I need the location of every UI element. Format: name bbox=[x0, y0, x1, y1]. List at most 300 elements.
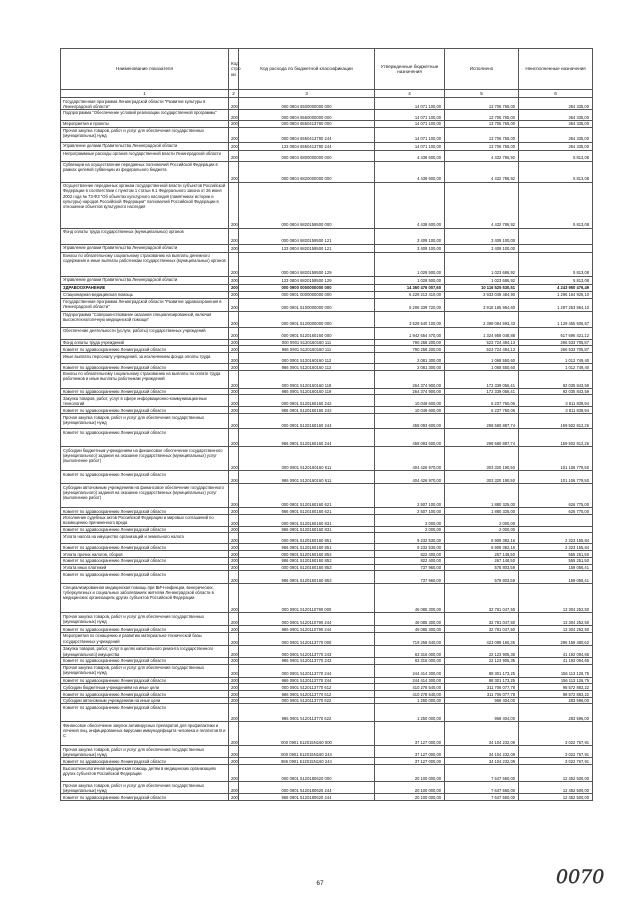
row-name: Закупка товаров, работ, услуг в сфере информационно-коммуникационных технологий bbox=[61, 395, 229, 407]
row-approved: 264 374 900,00 bbox=[375, 388, 445, 395]
row-classification: 000 0901 5120160160 621 bbox=[239, 484, 375, 508]
row-classification: 000 0804 6500000000 000 bbox=[239, 98, 375, 110]
row-unexecuted: 13 304 252,50 bbox=[519, 626, 593, 633]
row-code: 200 bbox=[229, 684, 239, 691]
row-name: Субсидии автономным учреждениям на иные цели bbox=[61, 697, 229, 704]
row-unexecuted: 364 335,00 bbox=[519, 142, 593, 150]
row-approved: 737 960,00 bbox=[375, 564, 445, 571]
row-name: Комитет по здравоохранению Ленинградской области bbox=[61, 691, 229, 698]
row-approved: 2 081 300,00 bbox=[375, 353, 445, 364]
row-name: Комитет по здравоохранению Ленинградской области bbox=[61, 544, 229, 551]
row-unexecuted: 555 251,50 bbox=[519, 551, 593, 558]
column-number: 2 bbox=[229, 90, 239, 98]
row-name: Комитет по здравоохранению Ленинградской области bbox=[61, 794, 229, 801]
table-row bbox=[61, 252, 593, 276]
row-classification: 986 0901 5120110790 244 bbox=[239, 626, 375, 633]
row-name: Уплата налога на имущество организаций и земельного налога bbox=[61, 533, 229, 544]
row-approved: 2 000,00 bbox=[375, 514, 445, 526]
row-classification: 000 0901 5120160160 853 bbox=[239, 564, 375, 571]
table-row bbox=[61, 765, 593, 782]
row-code: 200 bbox=[229, 353, 239, 364]
row-classification: 000 0901 5120160160 244 bbox=[239, 414, 375, 429]
table-row bbox=[61, 533, 593, 544]
table-row bbox=[61, 244, 593, 252]
row-executed: 172 339 056,41 bbox=[445, 370, 519, 388]
row-executed: 7 647 560,00 bbox=[445, 765, 519, 782]
row-approved: 264 374 900,00 bbox=[375, 370, 445, 388]
row-name: Комитет по здравоохранению Ленинградской области bbox=[61, 557, 229, 564]
table-row bbox=[61, 544, 593, 551]
row-code: 200 bbox=[229, 722, 239, 746]
row-code: 200 bbox=[229, 346, 239, 353]
row-code: 200 bbox=[229, 244, 239, 252]
table-row bbox=[61, 664, 593, 677]
row-code: 200 bbox=[229, 626, 239, 633]
row-name: Комитет по здравоохранению Ленинградской области bbox=[61, 388, 229, 395]
row-name: Взносы по обязательному социальному страхованию на выплаты денежного содержания и иные выплаты работникам государственных (муниципальных) органов bbox=[61, 252, 229, 276]
row-classification: 000 0901 5120110790 244 bbox=[239, 613, 375, 626]
table-header-row bbox=[61, 49, 593, 90]
table-row bbox=[61, 626, 593, 633]
row-name: Комитет по здравоохранению Ленинградской области bbox=[61, 704, 229, 722]
row-executed: 172 339 056,41 bbox=[445, 388, 519, 395]
row-approved: 9 232 530,00 bbox=[375, 544, 445, 551]
row-code: 200 bbox=[229, 526, 239, 533]
row-unexecuted: 5 813,08 bbox=[519, 182, 593, 228]
row-name: Комитет по здравоохранению Ленинградской области bbox=[61, 571, 229, 584]
row-unexecuted: 283 596,00 bbox=[519, 697, 593, 704]
row-executed: 2 000,00 bbox=[445, 526, 519, 533]
row-executed: 6 237 760,06 bbox=[445, 407, 519, 414]
handwritten-stamp bbox=[550, 862, 630, 890]
row-unexecuted: 283 596,00 bbox=[519, 704, 593, 722]
row-name: Прочая закупка товаров, работ и услуг для обеспечения государственных (муниципальных) нужд bbox=[61, 127, 229, 142]
row-name: Прочая закупка товаров, работ и услуг для обеспечения государственных (муниципальных) нужд bbox=[61, 746, 229, 758]
row-code: 200 bbox=[229, 551, 239, 558]
row-approved: 63 316 000,00 bbox=[375, 657, 445, 664]
row-unexecuted: 3 022 767,91 bbox=[519, 746, 593, 758]
row-approved: 4 438 600,00 bbox=[375, 161, 445, 182]
row-unexecuted: 364 335,00 bbox=[519, 98, 593, 110]
table-row bbox=[61, 429, 593, 447]
table-row bbox=[61, 697, 593, 704]
header-row-code: Код стро ки bbox=[229, 49, 239, 90]
row-classification: 986 0901 5120113770 612 bbox=[239, 691, 375, 698]
row-name: Комитет по здравоохранению Ленинградской области bbox=[61, 758, 229, 765]
row-approved: 1 029 500,00 bbox=[375, 276, 445, 284]
row-code: 200 bbox=[229, 161, 239, 182]
table-row bbox=[61, 161, 593, 182]
row-executed: 10 116 525 530,51 bbox=[445, 284, 519, 291]
row-unexecuted: 3 811 839,94 bbox=[519, 407, 593, 414]
row-executed: 968 404,00 bbox=[445, 697, 519, 704]
row-approved: 790 258 200,00 bbox=[375, 339, 445, 346]
row-executed: 311 706 077,78 bbox=[445, 684, 519, 691]
row-name: Комитет по здравоохранению Ленинградской области bbox=[61, 508, 229, 515]
row-unexecuted: 626 775,00 bbox=[519, 484, 593, 508]
row-code: 200 bbox=[229, 704, 239, 722]
row-classification: 000 0901 5120160160 242 bbox=[239, 395, 375, 407]
row-executed: 1 068 550,60 bbox=[445, 364, 519, 371]
row-code: 200 bbox=[229, 632, 239, 645]
row-executed: 4 432 786,92 bbox=[445, 182, 519, 228]
row-classification: 986 0901 5120160160 851 bbox=[239, 544, 375, 551]
row-executed: 7 647 560,00 bbox=[445, 794, 519, 801]
row-name: Государственная программа Ленинградской области "Развитие здравоохранения в Ленинградской области" bbox=[61, 298, 229, 311]
table-row bbox=[61, 182, 593, 228]
row-approved: 822 400,00 bbox=[375, 557, 445, 564]
header-indicator-name: Наименование показателя bbox=[61, 49, 229, 90]
row-name: Фонд оплаты труда учреждений bbox=[61, 339, 229, 346]
row-name: Комитет по здравоохранению Ленинградской области bbox=[61, 677, 229, 684]
row-name: Осуществление переданных органам государственной власти субъектов Российской Федерации в соответствии с пунктом 1 статьи 9.1 Федерального закона от 26 июня 2002 года № 73-ФЗ "Об объектах культурного наследия (памятниках истории и культуры) народов Российской Федерации" полномочий Российской Федерации в отношении объектов культурного наследия bbox=[61, 182, 229, 228]
table-row bbox=[61, 228, 593, 244]
row-unexecuted: 159 502 812,26 bbox=[519, 429, 593, 447]
row-code: 200 bbox=[229, 557, 239, 564]
row-approved: 3 409 100,00 bbox=[375, 228, 445, 244]
row-code: 200 bbox=[229, 765, 239, 782]
row-classification: 000 0901 5120113770 612 bbox=[239, 684, 375, 691]
row-unexecuted: 3 811 839,94 bbox=[519, 395, 593, 407]
row-code: 200 bbox=[229, 142, 239, 150]
row-code: 200 bbox=[229, 395, 239, 407]
row-approved: 14 071 100,00 bbox=[375, 109, 445, 120]
row-approved: 2 507 100,00 bbox=[375, 508, 445, 515]
row-name: Взносы по обязательному социальному страхованию на выплаты по оплате труда работников и иные выплаты работникам учреждений bbox=[61, 370, 229, 388]
row-unexecuted: 98 572 883,22 bbox=[519, 684, 593, 691]
row-classification: 000 0901 5120160160 851 bbox=[239, 533, 375, 544]
row-executed: 6 237 760,06 bbox=[445, 395, 519, 407]
table-row bbox=[61, 645, 593, 657]
row-executed: 7 647 560,00 bbox=[445, 782, 519, 794]
table-row bbox=[61, 407, 593, 414]
row-code: 200 bbox=[229, 758, 239, 765]
row-classification: 986 0901 5120160160 119 bbox=[239, 388, 375, 395]
row-name: Высокотехнологичная медицинская помощь детям в медицинских организациях других субъектов Российской Федерации bbox=[61, 765, 229, 782]
row-executed: 523 724 494,13 bbox=[445, 339, 519, 346]
row-name: Субвенции на осуществление переданных полномочий Российской Федерации в рамках целевой субвенции из федерального бюджета bbox=[61, 161, 229, 182]
row-executed: 32 781 047,50 bbox=[445, 584, 519, 613]
row-code: 200 bbox=[229, 298, 239, 311]
row-executed: 3 918 185 984,60 bbox=[445, 298, 519, 311]
table-row bbox=[61, 127, 593, 142]
row-unexecuted: 364 335,00 bbox=[519, 109, 593, 120]
row-name: Стационарная медицинская помощь bbox=[61, 291, 229, 298]
row-unexecuted: 3 022 767,91 bbox=[519, 722, 593, 746]
row-classification: 000 0901 5120180620 244 bbox=[239, 782, 375, 794]
row-code: 200 bbox=[229, 150, 239, 161]
row-executed: 523 724 494,13 bbox=[445, 346, 519, 353]
table-row bbox=[61, 276, 593, 284]
row-unexecuted: 1 012 749,40 bbox=[519, 353, 593, 364]
row-approved: 5 229 213 410,00 bbox=[375, 291, 445, 298]
row-name: Субсидии бюджетным учреждениям на финансовое обеспечение государственного (муниципального) задания на оказание государственных (муниципальных) услуг (выполнение работ) bbox=[61, 447, 229, 471]
row-approved: 719 258 640,00 bbox=[375, 632, 445, 645]
row-executed: 13 706 765,00 bbox=[445, 98, 519, 110]
row-classification: 000 0804 6820000000 000 bbox=[239, 161, 375, 182]
row-classification: 000 0901 5120160160 852 bbox=[239, 551, 375, 558]
row-code: 200 bbox=[229, 407, 239, 414]
row-approved: 1 029 500,00 bbox=[375, 252, 445, 276]
row-approved: 2 507 100,00 bbox=[375, 484, 445, 508]
row-code: 200 bbox=[229, 127, 239, 142]
row-classification: 000 0901 5120113770 244 bbox=[239, 664, 375, 677]
column-number-row bbox=[61, 90, 593, 98]
row-classification: 000 0901 5120160160 119 bbox=[239, 370, 375, 388]
row-name: Комитет по здравоохранению Ленинградской области bbox=[61, 626, 229, 633]
row-unexecuted: 3 022 767,91 bbox=[519, 758, 593, 765]
row-unexecuted: 98 572 883,22 bbox=[519, 691, 593, 698]
header-budget-classification: Код расхода по бюджетной классификации bbox=[239, 49, 375, 90]
row-code: 200 bbox=[229, 584, 239, 613]
table-row bbox=[61, 657, 593, 664]
table-row bbox=[61, 150, 593, 161]
row-name: Обеспечение деятельности (услуги, работы) государственных учреждений bbox=[61, 327, 229, 339]
row-executed: 968 404,00 bbox=[445, 704, 519, 722]
row-name: Мероприятия по оснащению и развитию материально-технической базы государственных учреждений bbox=[61, 632, 229, 645]
row-unexecuted: 12 452 500,00 bbox=[519, 794, 593, 801]
row-approved: 1 942 654 470,00 bbox=[375, 327, 445, 339]
row-name: Прочая закупка товаров, работ и услуг для обеспечения государственных (муниципальных) нужд bbox=[61, 664, 229, 677]
row-classification: 000 0901 5120160160 611 bbox=[239, 447, 375, 471]
table-row bbox=[61, 298, 593, 311]
row-approved: 3 409 100,00 bbox=[375, 244, 445, 252]
row-unexecuted: 1 296 164 925,10 bbox=[519, 291, 593, 298]
row-classification: 986 0901 5120160160 853 bbox=[239, 571, 375, 584]
table-row bbox=[61, 782, 593, 794]
row-classification: 986 0901 5120180620 244 bbox=[239, 794, 375, 801]
row-executed: 13 706 765,00 bbox=[445, 120, 519, 127]
table-row bbox=[61, 388, 593, 395]
row-executed: 34 104 232,09 bbox=[445, 758, 519, 765]
row-classification: 986 0901 5120160160 621 bbox=[239, 508, 375, 515]
row-code: 200 bbox=[229, 544, 239, 551]
row-classification: 000 0804 6560413780 000 bbox=[239, 120, 375, 127]
table-row bbox=[61, 691, 593, 698]
row-unexecuted: 156 113 126,75 bbox=[519, 677, 593, 684]
row-executed: 34 104 232,09 bbox=[445, 746, 519, 758]
row-approved: 46 085 300,00 bbox=[375, 613, 445, 626]
row-approved: 37 127 000,00 bbox=[375, 746, 445, 758]
table-row bbox=[61, 677, 593, 684]
row-executed: 1 023 686,92 bbox=[445, 276, 519, 284]
row-code: 200 bbox=[229, 514, 239, 526]
header-executed: Исполнено bbox=[445, 49, 519, 90]
row-executed: 298 580 887,74 bbox=[445, 414, 519, 429]
row-approved: 9 232 530,00 bbox=[375, 533, 445, 544]
row-classification: 986 0901 5120160160 852 bbox=[239, 557, 375, 564]
row-unexecuted: 13 304 252,50 bbox=[519, 584, 593, 613]
row-name: Прочая закупка товаров, работ и услуг для обеспечения государственных (муниципальных) нужд bbox=[61, 782, 229, 794]
row-name: Управление делами Правительства Ленинградской области bbox=[61, 276, 229, 284]
row-name: Прочая закупка товаров, работ и услуг для обеспечения государственных (муниципальных) нужд bbox=[61, 613, 229, 626]
row-classification: 986 0901 5120160160 112 bbox=[239, 364, 375, 371]
row-classification: 000 0804 6800000000 000 bbox=[239, 150, 375, 161]
row-name: Комитет по здравоохранению Ленинградской области bbox=[61, 471, 229, 484]
row-executed: 311 706 077,78 bbox=[445, 691, 519, 698]
row-code: 200 bbox=[229, 311, 239, 327]
row-executed: 88 301 173,25 bbox=[445, 664, 519, 677]
row-classification: 000 0901 5120113770 000 bbox=[239, 632, 375, 645]
row-classification: 000 0900 0000000000 000 bbox=[239, 284, 375, 291]
row-unexecuted: 12 452 500,00 bbox=[519, 782, 593, 794]
row-approved: 3 528 540 100,00 bbox=[375, 311, 445, 327]
row-unexecuted: 5 813,08 bbox=[519, 252, 593, 276]
row-name: Прочая закупка товаров, работ и услуг для обеспечения государственных (муниципальных) нужд bbox=[61, 414, 229, 429]
header-unexecuted: Неисполненные назначения bbox=[519, 49, 593, 90]
row-classification: 000 0901 0000000000 000 bbox=[239, 291, 375, 298]
row-name: Непрограммные расходы органов государственной власти Ленинградской области bbox=[61, 150, 229, 161]
table-row bbox=[61, 327, 593, 339]
row-executed: 32 781 047,50 bbox=[445, 626, 519, 633]
row-approved: 14 071 100,00 bbox=[375, 98, 445, 110]
row-name: ЗДРАВООХРАНЕНИЕ bbox=[61, 284, 229, 291]
row-executed: 1 068 550,60 bbox=[445, 353, 519, 364]
row-name: Комитет по здравоохранению Ленинградской области bbox=[61, 346, 229, 353]
row-approved: 10 049 600,00 bbox=[375, 407, 445, 414]
row-executed: 4 432 786,92 bbox=[445, 150, 519, 161]
column-number: 3 bbox=[239, 90, 375, 98]
row-unexecuted: 626 775,00 bbox=[519, 508, 593, 515]
row-executed: 2 398 084 593,43 bbox=[445, 311, 519, 327]
row-approved: 244 414 300,00 bbox=[375, 677, 445, 684]
table-row bbox=[61, 346, 593, 353]
row-executed: 3 409 100,00 bbox=[445, 228, 519, 244]
row-executed: 1 023 686,92 bbox=[445, 252, 519, 276]
row-name: Мероприятия и проекты bbox=[61, 120, 229, 127]
table-row bbox=[61, 613, 593, 626]
row-unexecuted: 1 129 455 506,57 bbox=[519, 311, 593, 327]
row-approved: 737 960,00 bbox=[375, 571, 445, 584]
table-row bbox=[61, 508, 593, 515]
column-number: 5 bbox=[445, 90, 519, 98]
row-executed: 13 706 765,00 bbox=[445, 142, 519, 150]
row-classification: 986 0901 5120160160 831 bbox=[239, 526, 375, 533]
row-code: 200 bbox=[229, 414, 239, 429]
row-approved: 5 206 339 720,00 bbox=[375, 298, 445, 311]
row-unexecuted: 92 035 843,59 bbox=[519, 370, 593, 388]
row-unexecuted bbox=[519, 244, 593, 252]
row-executed: 6 909 382,16 bbox=[445, 533, 519, 544]
row-classification: 000 0901 5120113770 243 bbox=[239, 645, 375, 657]
row-unexecuted: 2 323 155,84 bbox=[519, 533, 593, 544]
column-number: 6 bbox=[519, 90, 593, 98]
row-approved: 4 438 600,00 bbox=[375, 182, 445, 228]
row-executed: 3 933 048 484,90 bbox=[445, 291, 519, 298]
row-classification: 000 0804 6560413780 244 bbox=[239, 127, 375, 142]
row-approved: 458 093 600,00 bbox=[375, 429, 445, 447]
row-approved: 14 071 100,00 bbox=[375, 120, 445, 127]
row-unexecuted bbox=[519, 526, 593, 533]
row-code: 200 bbox=[229, 447, 239, 471]
row-unexecuted: 159 056,41 bbox=[519, 571, 593, 584]
row-unexecuted: 12 452 500,00 bbox=[519, 765, 593, 782]
row-approved: 4 438 600,00 bbox=[375, 150, 445, 161]
row-name: Комитет по здравоохранению Ленинградской области bbox=[61, 407, 229, 414]
row-approved: 1 250 000,00 bbox=[375, 697, 445, 704]
row-approved: 46 085 300,00 bbox=[375, 626, 445, 633]
row-approved: 14 071 100,00 bbox=[375, 127, 445, 142]
row-executed: 3 409 100,00 bbox=[445, 244, 519, 252]
row-executed: 423 099 160,36 bbox=[445, 632, 519, 645]
row-executed: 22 123 905,35 bbox=[445, 645, 519, 657]
row-unexecuted: 1 012 749,40 bbox=[519, 364, 593, 371]
row-code: 200 bbox=[229, 339, 239, 346]
table-row bbox=[61, 120, 593, 127]
row-code: 200 bbox=[229, 327, 239, 339]
row-code: 200 bbox=[229, 657, 239, 664]
row-classification: 986 0901 512015N160 244 bbox=[239, 758, 375, 765]
column-number: 4 bbox=[375, 90, 445, 98]
table-row bbox=[61, 514, 593, 526]
row-approved: 14 071 100,00 bbox=[375, 142, 445, 150]
row-code: 200 bbox=[229, 697, 239, 704]
row-classification: 000 0901 5120180620 000 bbox=[239, 765, 375, 782]
row-executed: 1 880 325,00 bbox=[445, 484, 519, 508]
row-unexecuted: 5 813,08 bbox=[519, 150, 593, 161]
row-unexecuted: 296 159 480,62 bbox=[519, 632, 593, 645]
table-row bbox=[61, 564, 593, 571]
row-executed: 34 104 232,09 bbox=[445, 722, 519, 746]
row-name: Комитет по здравоохранению Ленинградской области bbox=[61, 429, 229, 447]
row-executed: 578 803,59 bbox=[445, 571, 519, 584]
row-approved: 404 426 970,00 bbox=[375, 471, 445, 484]
table-row bbox=[61, 353, 593, 364]
table-row bbox=[61, 684, 593, 691]
row-classification: 133 0804 6820159500 121 bbox=[239, 244, 375, 252]
row-executed: 13 706 765,00 bbox=[445, 127, 519, 142]
row-classification: 133 0804 6820159500 129 bbox=[239, 276, 375, 284]
budget-report-sheet bbox=[60, 48, 592, 801]
row-code: 200 bbox=[229, 664, 239, 677]
row-approved: 46 085 300,00 bbox=[375, 584, 445, 613]
row-executed: 267 148,50 bbox=[445, 557, 519, 564]
row-unexecuted: 266 533 705,87 bbox=[519, 346, 593, 353]
row-name: Специализированная медицинская помощь при ВИЧ-инфекции, венерических, туберкулезных и социальных заболеваниях жителям Ленинградской области в медицинских организациях других субъектов Российской Федерации bbox=[61, 584, 229, 613]
row-classification: 000 0804 6820159500 129 bbox=[239, 252, 375, 276]
row-code: 200 bbox=[229, 364, 239, 371]
row-executed: 32 781 047,50 bbox=[445, 613, 519, 626]
row-unexecuted: 364 335,00 bbox=[519, 120, 593, 127]
row-unexecuted: 5 813,08 bbox=[519, 161, 593, 182]
row-approved: 458 093 600,00 bbox=[375, 414, 445, 429]
row-name: Комитет по здравоохранению Ленинградской области bbox=[61, 364, 229, 371]
table-row bbox=[61, 484, 593, 508]
table-row bbox=[61, 722, 593, 746]
row-executed: 4 432 786,92 bbox=[445, 161, 519, 182]
row-classification: 986 0901 5120160160 244 bbox=[239, 429, 375, 447]
row-code: 200 bbox=[229, 508, 239, 515]
table-row bbox=[61, 526, 593, 533]
row-unexecuted bbox=[519, 514, 593, 526]
table-row bbox=[61, 632, 593, 645]
table-row bbox=[61, 758, 593, 765]
row-unexecuted: 156 113 126,75 bbox=[519, 664, 593, 677]
table-row bbox=[61, 794, 593, 801]
row-unexecuted: 2 323 155,84 bbox=[519, 544, 593, 551]
row-classification: 000 0804 6820159500 121 bbox=[239, 228, 375, 244]
row-code: 200 bbox=[229, 284, 239, 291]
row-code: 200 bbox=[229, 484, 239, 508]
table-body bbox=[61, 98, 593, 801]
row-classification: 000 0901 5100000000 000 bbox=[239, 298, 375, 311]
row-executed: 578 803,59 bbox=[445, 564, 519, 571]
row-unexecuted: 13 304 252,50 bbox=[519, 613, 593, 626]
row-executed: 1 324 958 048,88 bbox=[445, 327, 519, 339]
row-executed: 267 148,50 bbox=[445, 551, 519, 558]
row-approved: 244 414 300,00 bbox=[375, 664, 445, 677]
row-classification: 986 0901 5120113770 244 bbox=[239, 677, 375, 684]
